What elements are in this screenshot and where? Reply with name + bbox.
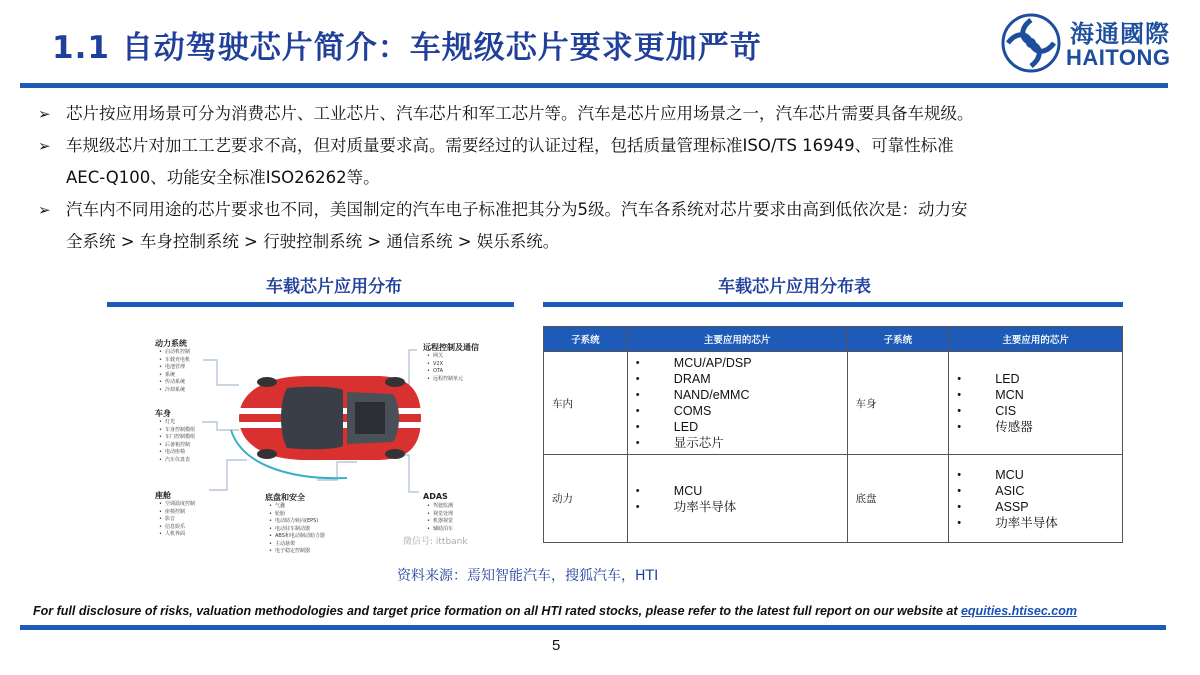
haitong-logo (1000, 12, 1175, 74)
diagram-item: • 轮胎 (269, 511, 325, 519)
bullet-item (38, 130, 1168, 194)
table-header-cell: 主要应用的芯片 (949, 327, 1123, 352)
arrow-bullet-icon: ➢ (38, 201, 51, 219)
diagram-group-title: 座舱 (155, 491, 171, 500)
diagram-item: • 机器视觉 (427, 518, 453, 526)
diagram-group-title: ADAS (423, 492, 448, 501)
diagram-item: • 空调温度控制 (159, 501, 195, 509)
chip-list (957, 371, 1122, 435)
diagram-item: • 视觉处理 (427, 511, 453, 519)
chip-item: • ASIC (957, 483, 1122, 499)
diagram-item: • 电池管理 (159, 364, 190, 372)
diagram-item: • 车门控制模组 (159, 434, 195, 442)
chips-cell (627, 352, 847, 455)
diagram-item: • 后备箱控制 (159, 442, 195, 450)
chip-item: • MCU (636, 483, 847, 499)
title-divider (20, 83, 1168, 88)
table-row (544, 352, 1123, 455)
chip-list (957, 467, 1122, 531)
diagram-caption: 车载芯片应用分布 (266, 277, 402, 297)
diagram-group-title: 车身 (155, 409, 171, 418)
diagram-group-list (159, 419, 195, 464)
table-header-cell: 子系统 (544, 327, 628, 352)
diagram-item: • 主动悬架 (269, 541, 325, 549)
source-note: 资料来源：焉知智能汽车，搜狐汽车，HTI (397, 568, 659, 584)
bullet-list (38, 98, 1168, 258)
haitong-emblem-icon (1000, 12, 1062, 74)
diagram-group-title: 远程控制及通信 (423, 343, 479, 352)
page-title: 1.1 自动驾驶芯片简介：车规级芯片要求更加严苛 (52, 30, 762, 66)
chips-cell (627, 455, 847, 543)
table-row (544, 455, 1123, 543)
diagram-group-list (159, 349, 190, 394)
chips-cell (949, 455, 1123, 543)
diagram-item: • 影音 (159, 516, 195, 524)
table-header-cell: 主要应用的芯片 (627, 327, 847, 352)
diagram-item: • 电动座椅 (159, 449, 195, 457)
diagram-item: • 冷却系统 (159, 387, 190, 395)
bullet-line: 车规级芯片对加工工艺要求不高，但对质量要求高。需要经过的认证过程，包括质量管理标准ISO/TS 16949、可靠性标准 (66, 136, 954, 155)
logo-chinese-text: 海通國際 (1070, 20, 1170, 48)
chips-cell (949, 352, 1123, 455)
car-chip-diagram (147, 330, 514, 552)
page-number: 5 (552, 637, 561, 654)
diagram-item: • 气囊 (269, 503, 325, 511)
diagram-item: • 信息娱乐 (159, 524, 195, 532)
chip-list (636, 483, 847, 515)
bullet-item (38, 194, 1168, 258)
diagram-item: • 辅助泊车 (427, 526, 453, 534)
diagram-item: • ABS和电动制动助力器 (269, 533, 325, 541)
diagram-item: • 车载充电机 (159, 357, 190, 365)
diagram-item: • 网关 (427, 353, 463, 361)
diagram-item: • 传动系统 (159, 379, 190, 387)
subsystem-cell: 车内 (544, 352, 628, 455)
table-header-cell: 子系统 (847, 327, 949, 352)
diagram-group-title: 动力系统 (155, 339, 187, 348)
chip-item: • 显示芯片 (636, 435, 847, 451)
diagram-item: • 远程控制单元 (427, 376, 463, 384)
footer-divider (20, 625, 1166, 630)
disclaimer-text: For full disclosure of risks, valuation methodologies and target price formation on all HTI rated stocks, please refer to the latest full report on our website at (33, 604, 961, 618)
table-caption-underline (543, 302, 1123, 307)
diagram-item: • 电动助力转向(EPS) (269, 518, 325, 526)
diagram-group-list (427, 353, 463, 383)
chip-item: • 功率半导体 (636, 499, 847, 515)
arrow-bullet-icon: ➢ (38, 137, 51, 155)
bullet-item (38, 98, 1168, 130)
chip-item: • MCU/AP/DSP (636, 355, 847, 371)
website-link[interactable]: equities.htisec.com (960, 604, 1077, 618)
chip-item: • LED (957, 371, 1122, 387)
diagram-item: • 启动机控制 (159, 349, 190, 357)
diagram-item: • 系统 (159, 372, 190, 380)
diagram-item: • 人机界面 (159, 531, 195, 539)
bullet-line: 汽车内不同用途的芯片要求也不同，美国制定的汽车电子标准把其分为5级。汽车各系统对芯片要求由高到低依次是：动力安 (66, 200, 968, 219)
wechat-watermark: 微信号: ittbank (403, 537, 468, 547)
chip-distribution-table (543, 326, 1123, 543)
chip-item: • LED (636, 419, 847, 435)
chip-item: • MCN (957, 387, 1122, 403)
chip-item: • 传感器 (957, 419, 1122, 435)
table-header-row (544, 327, 1123, 352)
bullet-line: 芯片按应用场景可分为消费芯片、工业芯片、汽车芯片和军工芯片等。汽车是芯片应用场景之一，汽车芯片需要具备车规级。 (66, 104, 974, 123)
logo-english-text: HAITONG (1066, 45, 1171, 70)
chip-item: • CIS (957, 403, 1122, 419)
diagram-item: • 电子稳定控制器 (269, 548, 325, 556)
chip-item: • 功率半导体 (957, 515, 1122, 531)
diagram-caption-underline (107, 302, 514, 307)
disclaimer (33, 604, 1077, 618)
table-caption: 车载芯片应用分布表 (718, 277, 871, 297)
chip-item: • ASSP (957, 499, 1122, 515)
diagram-item: • 车身控制模组 (159, 427, 195, 435)
subsystem-cell: 底盘 (847, 455, 949, 543)
chip-item: • MCU (957, 467, 1122, 483)
diagram-group-list (159, 501, 195, 539)
diagram-item: • 座椅控制 (159, 509, 195, 517)
diagram-item: • V2X (427, 361, 463, 369)
chip-item: • COMS (636, 403, 847, 419)
diagram-item: • 驾驶监测 (427, 503, 453, 511)
diagram-item: • 电动驻车制动器 (269, 526, 325, 534)
arrow-bullet-icon: ➢ (38, 105, 51, 123)
bullet-line: 全系统 > 车身控制系统 > 行驶控制系统 > 通信系统 > 娱乐系统。 (66, 232, 560, 251)
diagram-group-list (269, 503, 325, 556)
diagram-item: • OTA (427, 368, 463, 376)
chip-list (636, 355, 847, 451)
chip-item: • DRAM (636, 371, 847, 387)
bullet-line: AEC-Q100、功能安全标准ISO26262等。 (66, 168, 380, 187)
diagram-group-list (427, 503, 453, 533)
red-car-icon (239, 376, 421, 460)
chip-item: • NAND/eMMC (636, 387, 847, 403)
diagram-item: • 汽车仪盘表 (159, 457, 195, 465)
diagram-item: • 灯光 (159, 419, 195, 427)
diagram-group-title: 底盘和安全 (265, 493, 305, 502)
subsystem-cell: 动力 (544, 455, 628, 543)
subsystem-cell: 车身 (847, 352, 949, 455)
